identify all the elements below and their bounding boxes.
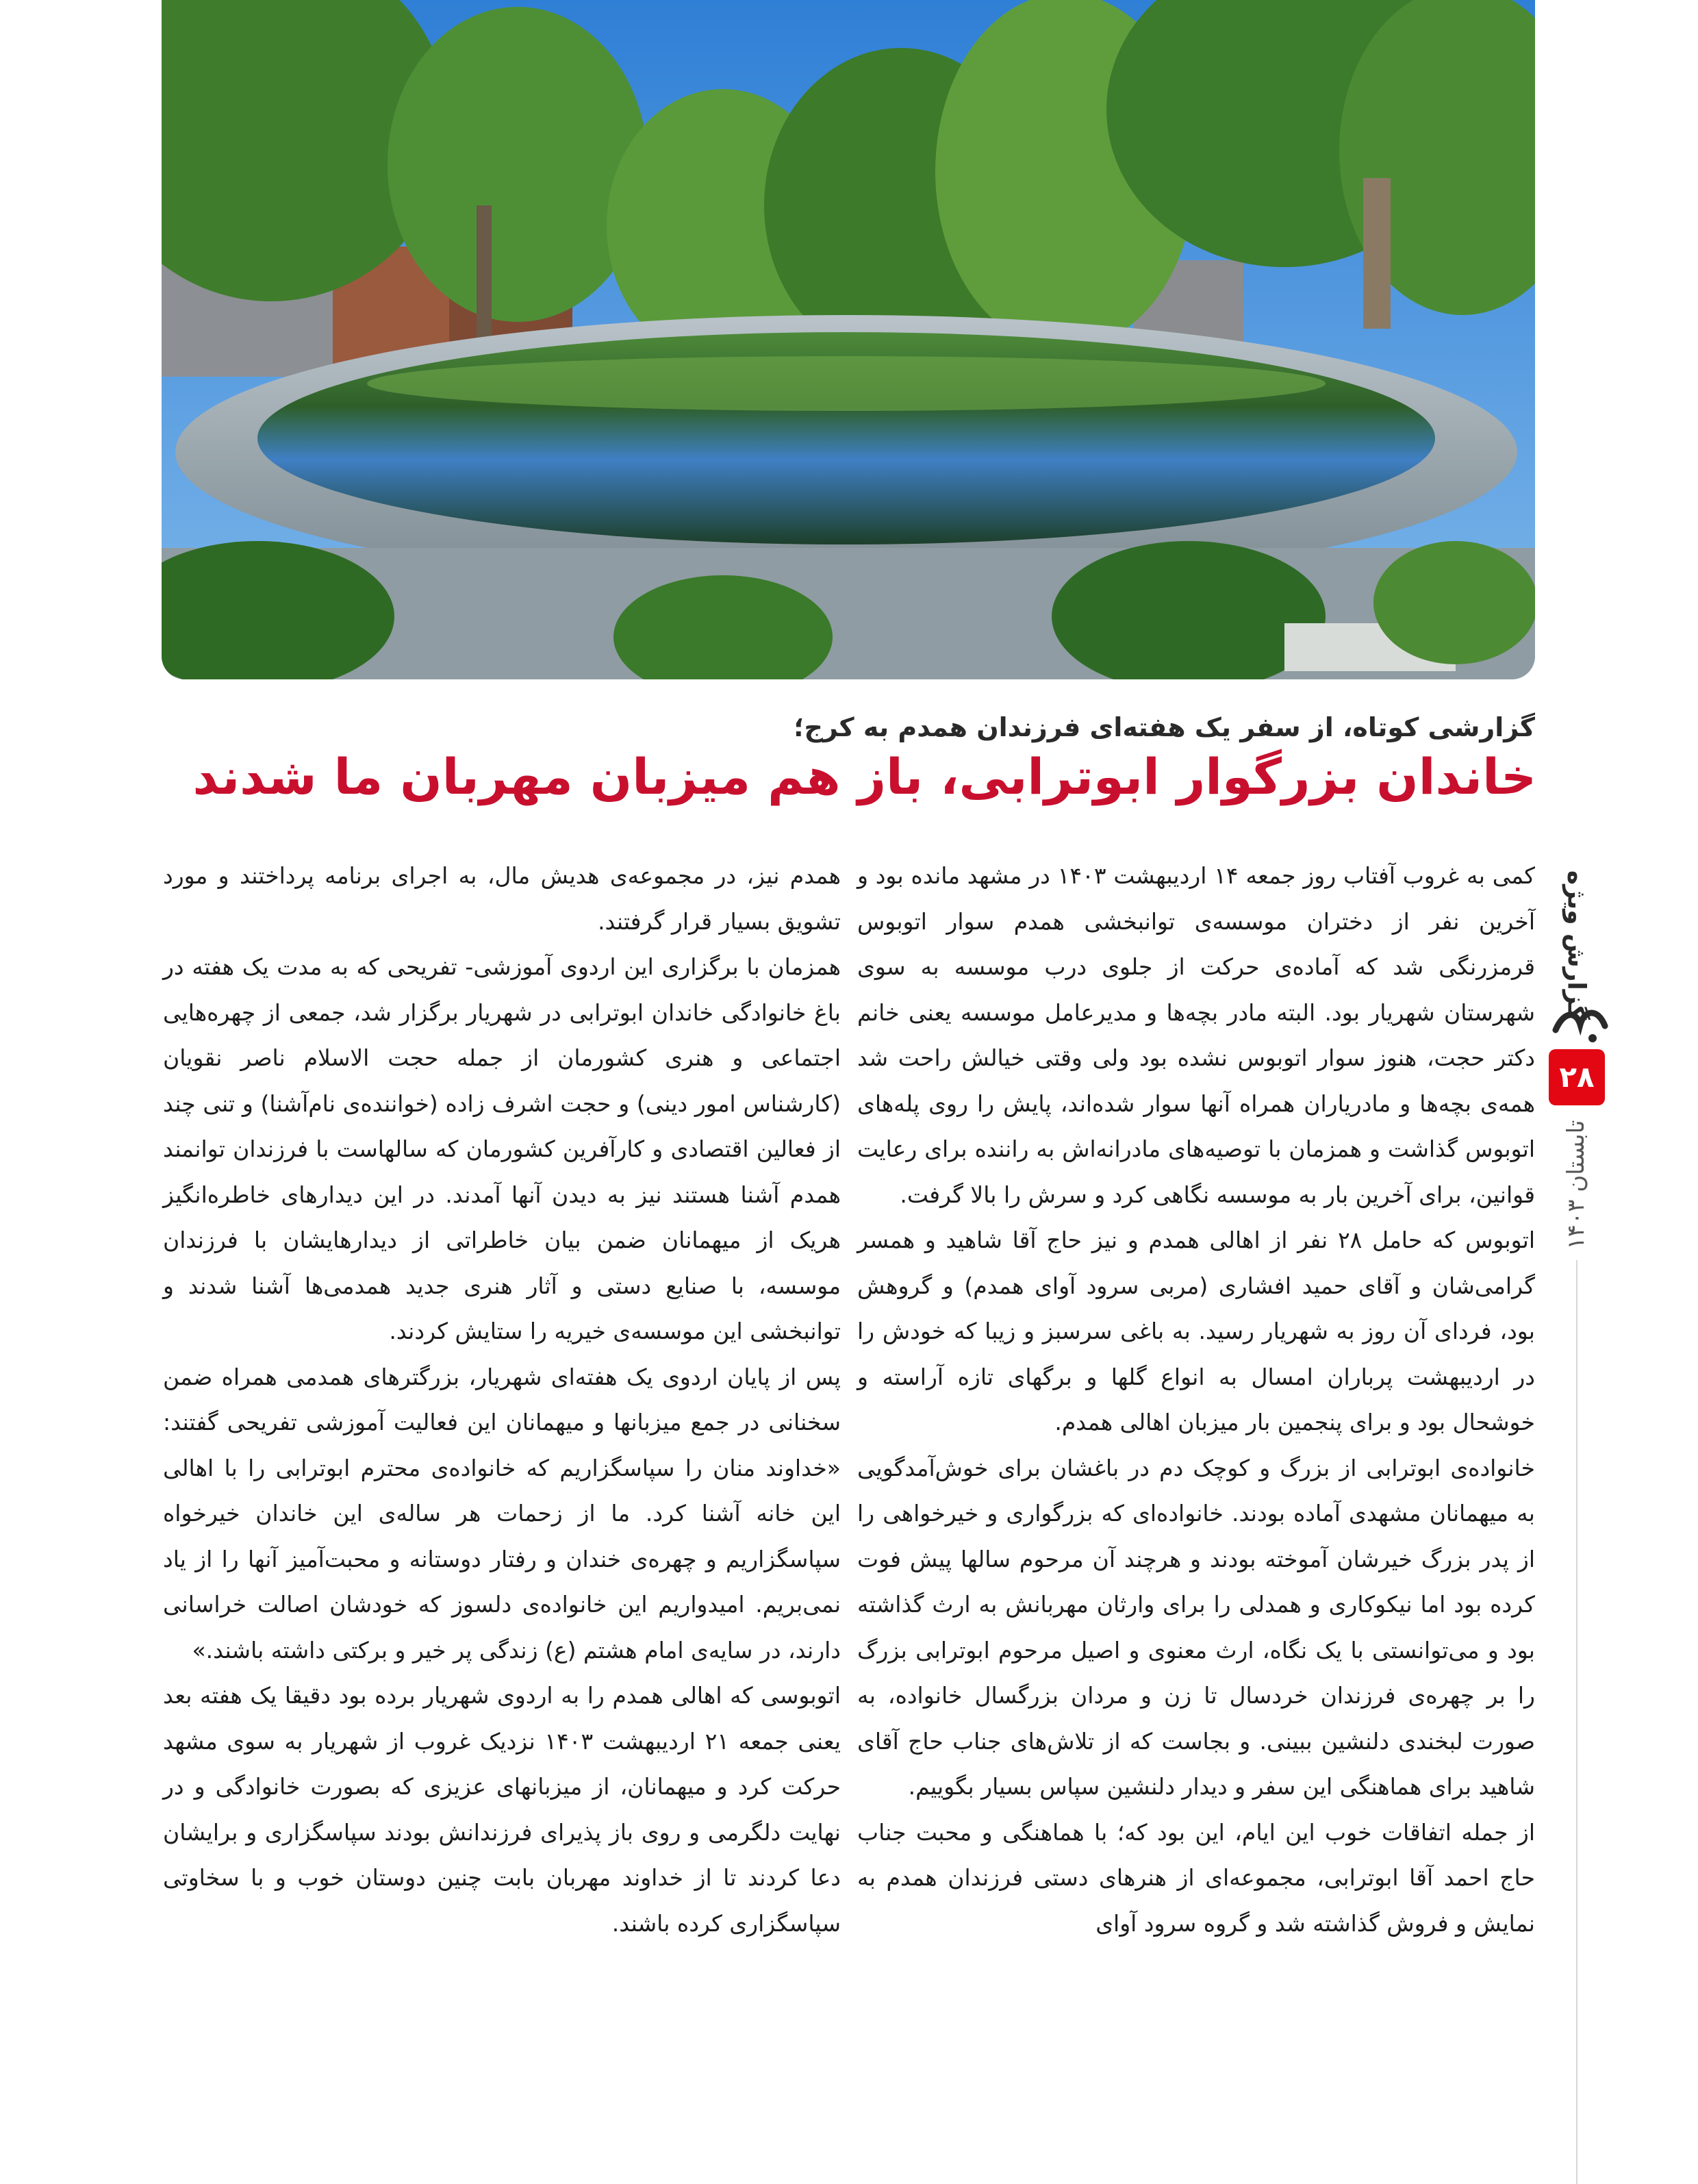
margin-divider	[1576, 1260, 1577, 2184]
issue-label	[1549, 1116, 1604, 1253]
paragraph: پس از پایان اردوی یک هفته‌ای شهریار، بزرگترهای همدمی همراه ضمن سخنانی در جمع میزبانها و میهمانان این فعالیت آموزشی تفریحی گفتند: «خداوند منان را سپاسگزاریم که خانواده‌ی محترم ابوترابی را با اهالی این خانه آشنا کرد. ما از زحمات هر ساله‌ی این خاندان خیرخواه سپاسگزاریم و چهره‌ی خندان و رفتار دوستانه و محبت‌آمیز آنها را از یاد نمی‌بریم. امیدواریم این خانواده‌ی دلسوز که خودشان اصالت خراسانی دارند، در سایه‌ی امام هشتم (ع) زندگی پر خیر و برکتی داشته باشند.»	[163, 1363, 841, 1664]
paragraph: همزمان با برگزاری این اردوی آموزشی- تفریحی که به مدت یک هفته در باغ خانوادگی خاندان ابوترابی در شهریار برگزار شد، جمعی از چهره‌هایی اجتماعی و هنری کشورمان از جمله حجت الاسلام ناصر نقویان (کارشناس امور دینی) و حجت اشرف زاده (خواننده‌ی نام‌آشنا) و تنی چند از فعالین اقتصادی و کارآفرین کشورمان که سالهاست با فرزندان توانمند همدم آشنا هستند نیز به دیدن آنها آمدند. در این دیدارهای خاطره‌انگیز هریک از میهمانان ضمن بیان خاطراتی از دیدارهایشان با فرزندان موسسه، با صنایع دستی و آثار هنری جدید همدمی‌ها آشنا شدند و توانبخشی این موسسه‌ی خیریه را ستایش کردند.	[163, 953, 841, 1344]
paragraph: کمی به غروب آفتاب روز جمعه ۱۴ اردیبهشت ۱۴۰۳ در مشهد مانده بود و آخرین نفر از دختران موسسه‌ی توانبخشی همدم سوار اتوبوس قرمزرنگی شد که آماده‌ی حرکت از جلوی درب موسسه به سوی شهرستان شهریار بود. البته مادر بچه‌ها و مدیرعامل موسسه یعنی خانم دکتر حجت، هنوز سوار اتوبوس نشده بود ولی وقتی خیالش راحت شد همه‌ی بچه‌ها و مادریاران همراه آنها سوار شده‌اند، پایش را روی پله‌های اتوبوس گذاشت و همزمان با توصیه‌های مادرانه‌اش به راننده برای رعایت قوانین، برای آخرین بار به موسسه نگاهی کرد و سرش را بالا گرفت.	[857, 862, 1535, 1208]
paragraph: اتوبوسی که اهالی همدم را به اردوی شهریار برده بود دقیقا یک هفته بعد یعنی جمعه ۲۱ اردیبهشت ۱۴۰۳ نزدیک غروب از شهریار به سوی مشهد حرکت کرد و میهمانان، از میزبانهای عزیزی که بصورت خانوادگی و در نهایت دلگرمی و روی باز پذیرای فرزندانش بودند سپاسگزاری و برایشان دعا کردند تا از خداوند مهربان بابت چنین دوستان خوب و با سخاوتی سپاسگزاری کرده باشند.	[163, 1682, 841, 1937]
issue-label-text: تابستان ۱۴۰۳	[1562, 1120, 1590, 1250]
section-label-text: گزارش ویژه	[1562, 870, 1591, 1020]
garden-pond-photo	[162, 0, 1535, 679]
article-column-right	[857, 853, 1535, 1946]
article-title: خاندان بزرگوار ابوترابی، باز هم میزبان مهربان ما شدند	[192, 748, 1536, 805]
paragraph: همدم نیز، در مجموعه‌ی هدیش مال، به اجرای برنامه پرداختند و مورد تشویق بسیار قرار گرفتند.	[163, 862, 841, 935]
paragraph: از جمله اتفاقات خوب این ایام، این بود که؛ با هماهنگی و محبت جناب حاج احمد آقا ابوترابی، مجموعه‌ای از هنرهای دستی فرزندان همدم به نمایش و فروش گذاشته شد و گروه سرود آوای	[857, 1818, 1535, 1937]
article-kicker: گزارشی کوتاه، از سفر یک هفته‌ای فرزندان همدم به کرج؛	[794, 712, 1535, 742]
article-column-left	[163, 853, 841, 1946]
hamdam-logo	[1549, 994, 1610, 1049]
paragraph: خانواده‌ی ابوترابی از بزرگ و کوچک دم در باغشان برای خوش‌آمدگویی به میهمانان مشهدی آماده بودند. خانواده‌ای که بزرگواری و خیرخواهی را از پدر بزرگ خیرشان آموخته بودند و هرچند آن مرحوم سالها پیش فوت کرده بود اما نیکوکاری و همدلی را برای وارثان مهربانش به ارث گذاشته بود و می‌توانستی با یک نگاه، ارث معنوی و اصیل مرحوم ابوترابی بزرگ را بر چهره‌ی فرزندان خردسال تا زن و مردان بزرگسال خانواده، به صورت لبخندی دلنشین ببینی. و بجاست که از تلاش‌های جناب حاج آقای شاهید برای هماهنگی این سفر و دیدار دلنشین سپاس بسیار بگوییم.	[857, 1454, 1535, 1800]
paragraph: اتوبوس که حامل ۲۸ نفر از اهالی همدم و نیز حاج آقا شاهید و همسر گرامی‌شان و آقای حمید افشاری (مربی سرود آوای همدم) و گروهش بود، فردای آن روز به شهریار رسید. به باغی سرسبز و زیبا که خودش را در اردیبهشت پرباران امسال به انواع گلها و برگهای تازه آراسته و خوشحال بود و برای پنجمین بار میزبان اهالی همدم.	[857, 1227, 1535, 1435]
page-number: ۲۸	[1549, 1049, 1605, 1105]
